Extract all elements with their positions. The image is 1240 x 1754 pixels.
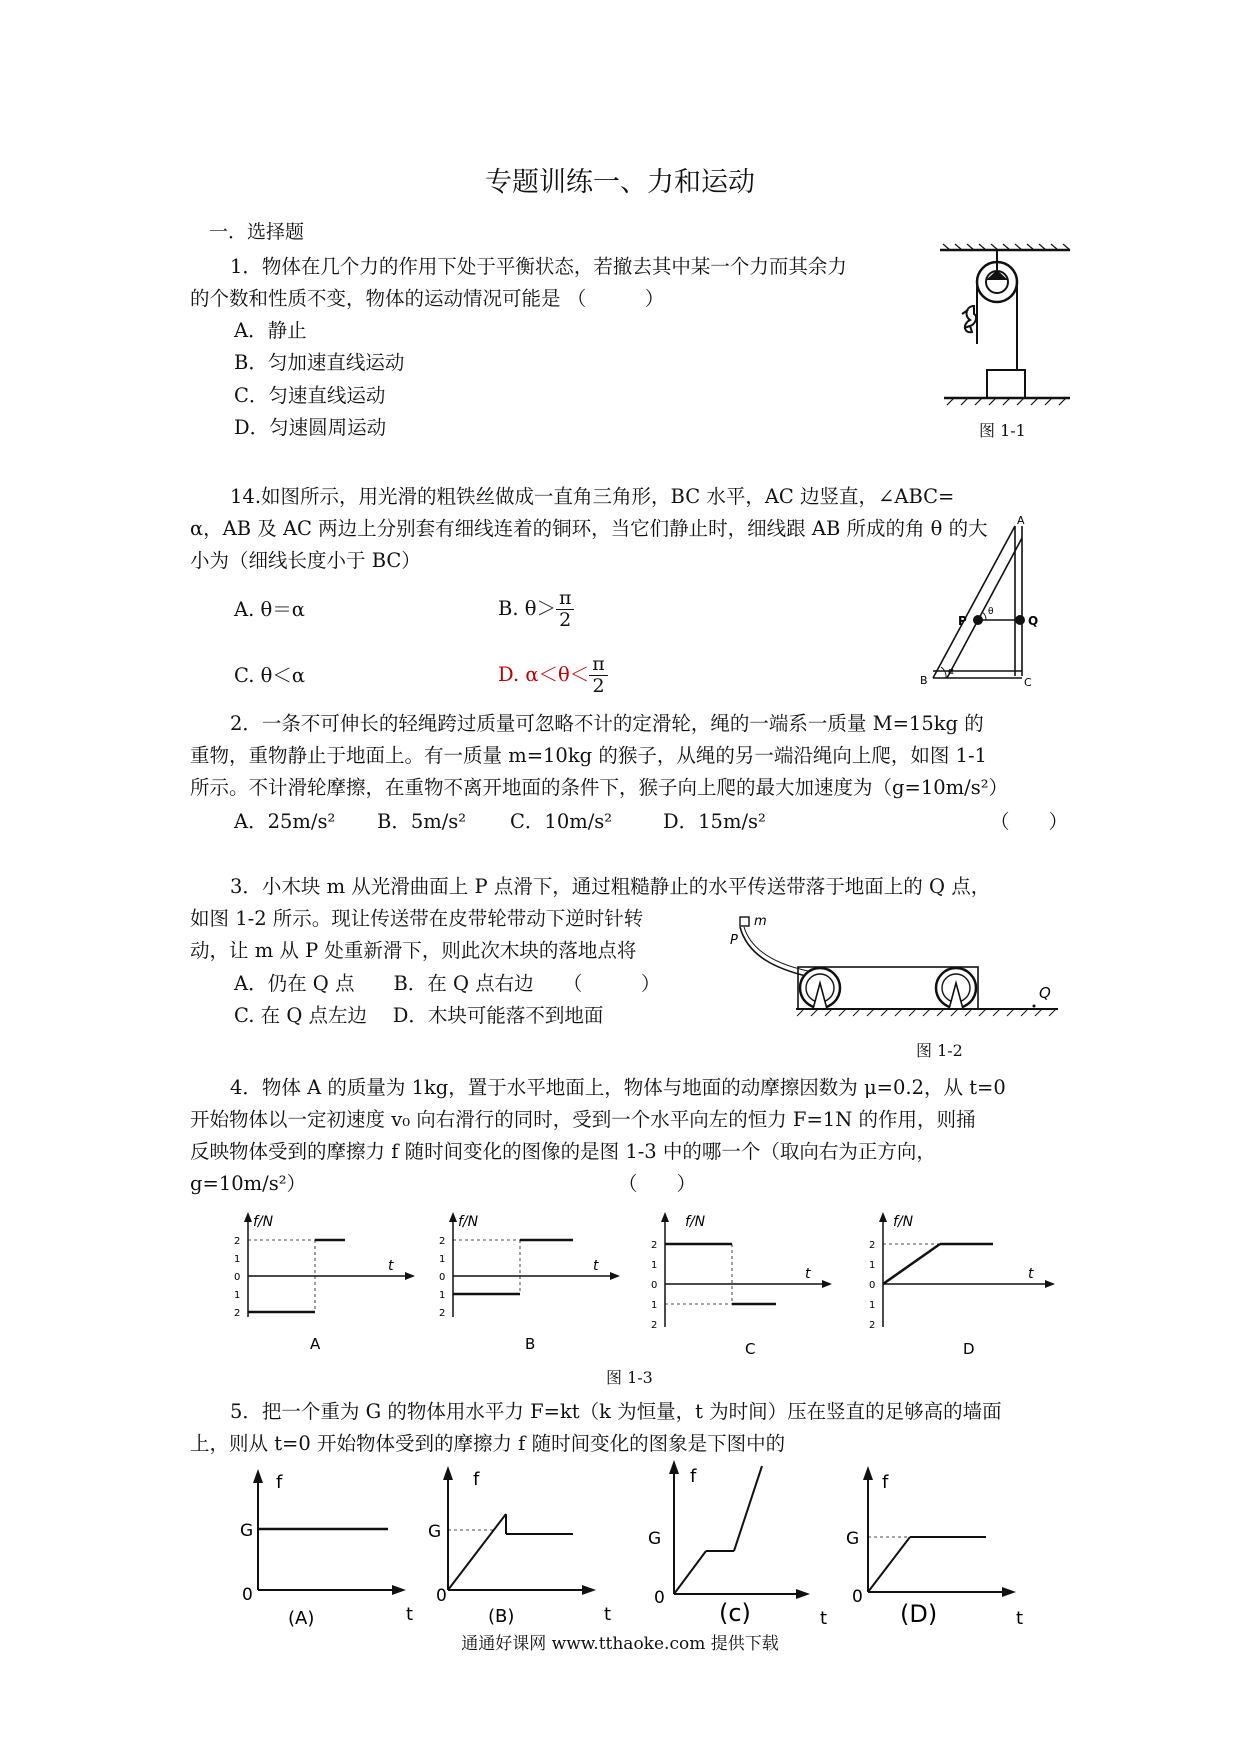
label-c: C: [1024, 676, 1032, 689]
tick-label: 0: [869, 1280, 876, 1291]
y-axis-label: f: [882, 1472, 889, 1493]
q1-option-a: A．静止: [234, 319, 307, 342]
origin-label: 0: [242, 1585, 253, 1605]
q5-line2: 上，则从 t=0 开始物体受到的摩擦力 f 随时间变化的图象是下图中的: [190, 1432, 786, 1455]
q3-line2: 如图 1-2 所示。现让传送带在皮带轮带动下逆时针转: [190, 907, 644, 930]
x-axis-label: t: [1016, 1608, 1024, 1629]
y-axis-label: f: [276, 1472, 283, 1493]
q14-option-d-fraction: [589, 654, 608, 697]
x-axis-label: t: [388, 1258, 394, 1274]
figure-1-3-caption: 图 1-3: [606, 1368, 653, 1387]
tick-label: 1: [869, 1260, 876, 1271]
section-heading: 一．选择题: [209, 221, 305, 243]
x-axis-label: t: [604, 1604, 612, 1625]
graph-label: C: [745, 1340, 756, 1358]
fraction-denominator: 2: [592, 675, 605, 697]
figure-1-3-graph-d: [868, 1212, 1053, 1362]
q14-option-b-text: B. θ＞: [498, 597, 556, 620]
fraction-numerator: π: [556, 588, 575, 610]
q1-option-d: D．匀速圆周运动: [234, 416, 387, 439]
y-axis-label: f/N: [458, 1214, 479, 1230]
q14-line2: α，AB 及 AC 两边上分别套有细线连着的铜环，当它们静止时，细线跟 AB 所成的角 θ 的大: [190, 517, 988, 540]
tick-label: 0: [651, 1280, 658, 1291]
q2-line2: 重物，重物静止于地面上。有一质量 m=10kg 的猴子，从绳的另一端沿绳向上爬，如图 1-1: [190, 744, 987, 767]
x-axis-label: t: [406, 1604, 414, 1625]
x-axis-label: t: [820, 1608, 828, 1629]
label-m: m: [754, 914, 767, 929]
tick-label: 2: [439, 1236, 446, 1247]
q5-graph-b: [418, 1462, 612, 1627]
q2-option-d: D．15m/s²: [663, 810, 766, 833]
q1-line1: 1．物体在几个力的作用下处于平衡状态，若撤去其中某一个力而其余力: [230, 255, 847, 278]
label-q: Q: [1028, 614, 1039, 628]
label-alpha: α: [948, 667, 954, 677]
graph-label: B: [525, 1335, 536, 1353]
label-theta: θ: [988, 607, 994, 617]
label-b: B: [920, 674, 928, 687]
page-title: 专题训练一、力和运动: [485, 167, 755, 198]
figure-1-3-graph-c: [650, 1212, 830, 1362]
figure-1-2-caption: 图 1-2: [916, 1041, 963, 1060]
tick-label: 1: [439, 1290, 446, 1301]
tick-label: 2: [234, 1236, 241, 1247]
page-footer: 通通好课网 www.tthaoke.com 提供下载: [461, 1634, 779, 1654]
q14-option-d: [498, 652, 608, 698]
tick-label: 2: [869, 1320, 876, 1331]
q14-option-c: C. θ＜α: [234, 664, 306, 687]
q14-option-b: [498, 586, 574, 632]
q4-line4: g=10m/s²） （ ）: [190, 1172, 697, 1195]
q5-graph-d: [838, 1462, 1024, 1629]
x-axis-label: t: [1028, 1266, 1034, 1282]
q5-line1: 5．把一个重为 G 的物体用水平力 F=kt（k 为恒量，t 为时间）压在竖直的足够高的墙面: [230, 1400, 1002, 1423]
q2-option-a: A．25m/s²: [234, 810, 336, 833]
q2-line1: 2．一条不可伸长的轻绳跨过质量可忽略不计的定滑轮，绳的一端系一质量 M=15kg 的: [230, 712, 984, 735]
q14-option-b-fraction: [556, 588, 575, 631]
figure-1-3-graph-b: [438, 1212, 618, 1362]
q3-options-row1: A．仍在 Q 点 B．在 Q 点右边 （ ）: [234, 972, 661, 995]
figure-1-1-pulley: [940, 244, 1080, 414]
tick-label: 2: [651, 1240, 658, 1251]
q14-line3: 小为（细线长度小于 BC）: [190, 549, 421, 572]
q14-option-d-text: D. α＜θ＜: [498, 663, 590, 686]
fraction-denominator: 2: [559, 609, 572, 631]
tick-label: 2: [869, 1240, 876, 1251]
x-axis-label: t: [805, 1266, 811, 1282]
q2-answer-bracket: （ ）: [990, 810, 1069, 833]
tick-label: 2: [439, 1308, 446, 1319]
figure-1-2-conveyor: [728, 905, 1058, 1035]
tick-label: 1: [869, 1300, 876, 1311]
tick-label: 1: [651, 1300, 658, 1311]
q4-line3: 反映物体受到的摩擦力 f 随时间变化的图像的是图 1-3 中的哪一个（取向右为正方向，: [190, 1140, 936, 1163]
x-axis-label: t: [593, 1258, 599, 1274]
q4-line1: 4．物体 A 的质量为 1kg，置于水平地面上，物体与地面的动摩擦因数为 μ=0.2，从 t=0: [230, 1076, 1006, 1099]
graph-label: (B): [488, 1606, 515, 1627]
q5-graph-a: [228, 1465, 414, 1629]
g-label: G: [240, 1521, 254, 1541]
q3-line1: 3．小木块 m 从光滑曲面上 P 点滑下，通过粗糙静止的水平传送带落于地面上的 Q 点，: [230, 875, 991, 898]
y-axis-label: f: [473, 1469, 480, 1490]
q1-option-c: C．匀速直线运动: [234, 384, 386, 407]
tick-label: 1: [651, 1260, 658, 1271]
q5-graph-c: [634, 1456, 828, 1629]
graph-label: D: [963, 1340, 975, 1358]
tick-label: 2: [651, 1320, 658, 1331]
graph-label: (c): [719, 1599, 751, 1627]
tick-label: 2: [234, 1308, 241, 1319]
q4-line2: 开始物体以一定初速度 v₀ 向右滑行的同时，受到一个水平向左的恒力 F=1N 的作用，则捅: [190, 1108, 976, 1131]
q1-option-b: B．匀加速直线运动: [234, 351, 405, 374]
g-label: G: [428, 1522, 442, 1542]
q2-line3: 所示。不计滑轮摩擦，在重物不离开地面的条件下，猴子向上爬的最大加速度为（g=10m/s²）: [190, 776, 1009, 799]
y-axis-label: f: [690, 1466, 697, 1487]
label-p: P: [958, 614, 967, 628]
tick-label: 1: [234, 1290, 241, 1301]
y-axis-label: f/N: [253, 1214, 274, 1230]
tick-label: 0: [439, 1272, 446, 1283]
origin-label: 0: [852, 1587, 863, 1607]
q3-options-row2: C. 在 Q 点左边 D．木块可能落不到地面: [234, 1004, 604, 1027]
graph-label: (D): [900, 1600, 938, 1628]
label-a: A: [1017, 514, 1025, 527]
y-axis-label: f/N: [685, 1214, 706, 1230]
q3-line3: 动，让 m 从 P 处重新滑下，则此次木块的落地点将: [190, 939, 637, 962]
y-axis-label: f/N: [893, 1214, 914, 1230]
fraction-numerator: π: [589, 654, 608, 676]
g-label: G: [846, 1529, 860, 1549]
g-label: G: [648, 1529, 662, 1549]
tick-label: 1: [234, 1254, 241, 1265]
graph-label: A: [310, 1335, 321, 1353]
figure-1-3-graph-a: [233, 1212, 413, 1362]
origin-label: 0: [436, 1586, 447, 1606]
figure-1-1-caption: 图 1-1: [979, 421, 1026, 440]
q2-option-c: C．10m/s²: [510, 810, 613, 833]
q14-triangle-figure: [920, 514, 1060, 689]
label-p: P: [730, 933, 738, 948]
tick-label: 1: [439, 1254, 446, 1265]
tick-label: 0: [234, 1272, 241, 1283]
q14-line1: 14.如图所示，用光滑的粗铁丝做成一直角三角形，BC 水平，AC 边竖直，∠ABC=: [230, 485, 955, 508]
q14-option-a: A. θ＝α: [234, 598, 305, 621]
q1-line2: 的个数和性质不变，物体的运动情况可能是 （ ）: [190, 287, 665, 310]
q2-option-b: B．5m/s²: [377, 810, 467, 833]
label-q: Q: [1039, 984, 1051, 1002]
origin-label: 0: [654, 1588, 665, 1608]
graph-label: (A): [288, 1608, 315, 1629]
